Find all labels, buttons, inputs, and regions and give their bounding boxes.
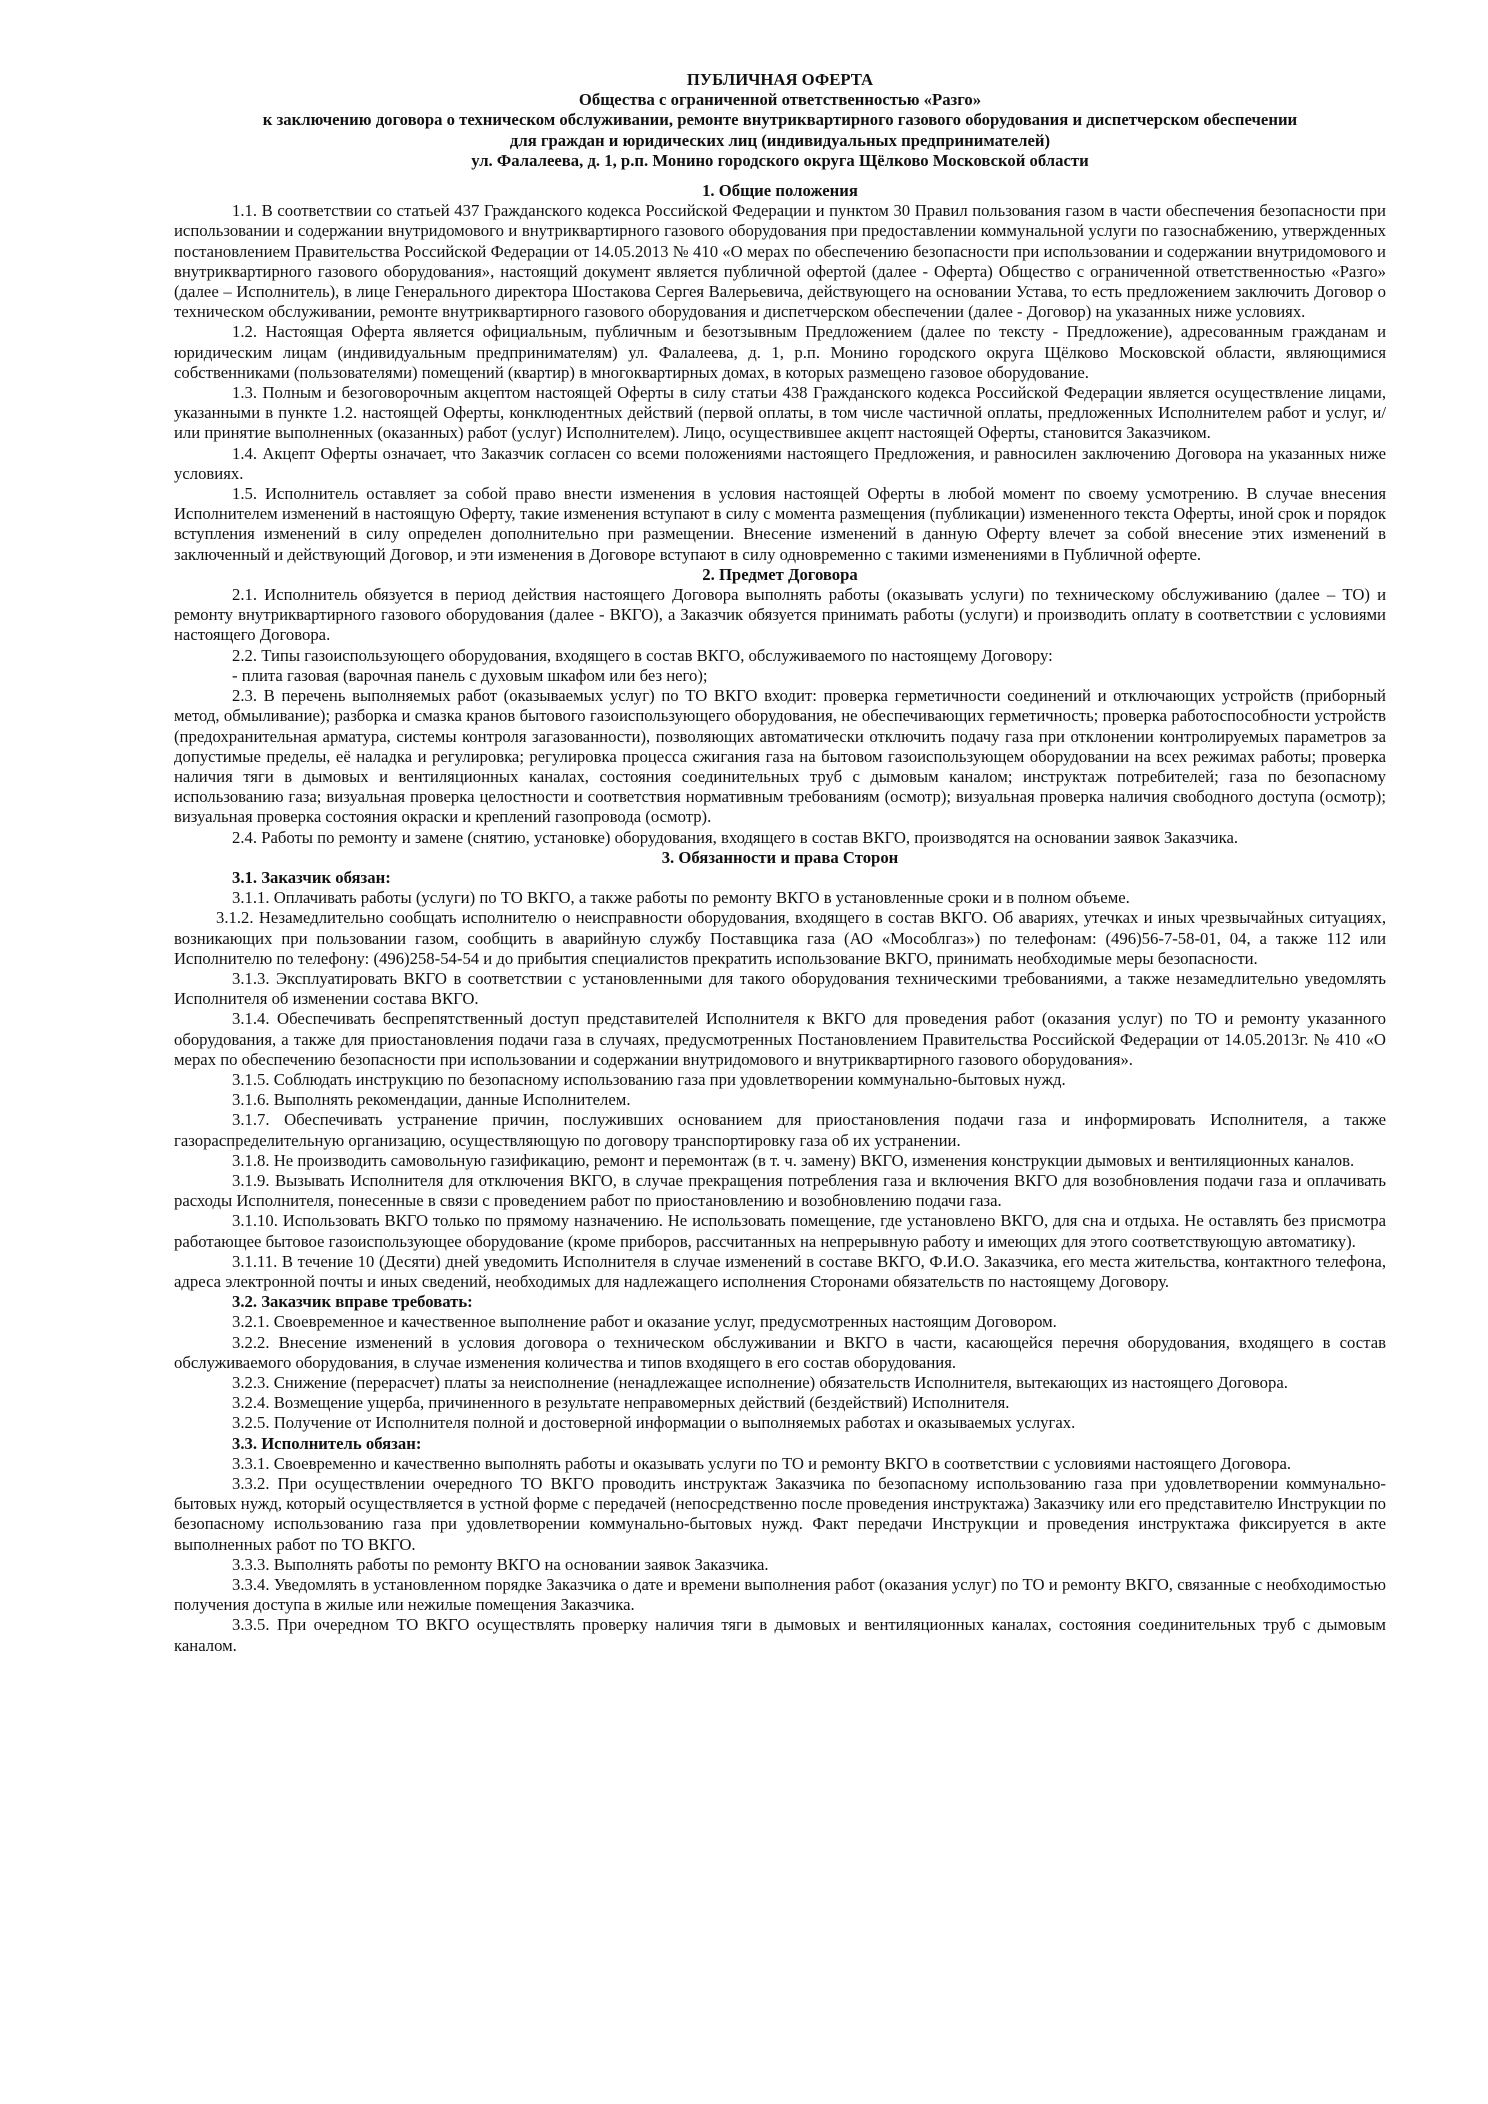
clause-3-1-1: 3.1.1. Оплачивать работы (услуги) по ТО ВКГО, а также работы по ремонту ВКГО в установленные сроки и в полном объеме.	[232, 888, 1130, 908]
clause-1-5: 1.5. Исполнитель оставляет за собой право внести изменения в условия настоящей Оферты в любой момент по своему усмотрению. В случае внесения Исполнителем изменений в настоящую Оферту, такие изменения вступают в силу с момента размещения (публикации) измененного текста Оферты, иной срок и порядок вступления изменений в силу определен дополнительно при размещении. Внесение изменений в данную Оферту влечет за собой внесение этих изменений в заключенный и действующий Договор, и эти изменения в Договоре вступают в силу одновременно с такими изменениями в Публичной оферте.	[174, 484, 1386, 564]
clause-2-2: 2.2. Типы газоиспользующего оборудования, входящего в состав ВКГО, обслуживаемого по настоящему Договору:	[232, 645, 1053, 665]
clause-2-4: 2.4. Работы по ремонту и замене (снятию, установке) оборудования, входящего в состав ВКГО, производятся на основании заявок Заказчика.	[232, 827, 1239, 847]
subsection-3-2-title: 3.2. Заказчик вправе требовать:	[232, 1292, 473, 1312]
clause-3-1-5: 3.1.5. Соблюдать инструкцию по безопасному использованию газа при удовлетворении коммунально-бытовых нужд.	[232, 1069, 1066, 1089]
clause-3-2-3: 3.2.3. Снижение (перерасчет) платы за неисполнение (ненадлежащее исполнение) обязательств Исполнителя, вытекающих из настоящего Договора.	[232, 1373, 1288, 1392]
clause-3-3-5: 3.3.5. При очередном ТО ВКГО осуществлять проверку наличия тяги в дымовых и вентиляционных каналах, состояния соединительных труб с дымовым каналом.	[174, 1615, 1386, 1655]
clause-3-3-2: 3.3.2. При осуществлении очередного ТО ВКГО проводить инструктаж Заказчика по безопасному использованию газа при удовлетворении коммунально-бытовых нужд, который осуществляется в устной форме с передачей (непосредственно после проведения инструктажа) Заказчику или его представителю Инструкции по безопасному использованию газа при удовлетворении коммунально-бытовых нужд. Факт передачи Инструкции и проведения инструктажа фиксируется в акте выполненных работ по ТО ВКГО.	[174, 1474, 1386, 1554]
clause-3-1-10: 3.1.10. Использовать ВКГО только по прямому назначению. Не использовать помещение, где установлено ВКГО, для сна и отдыха. Не оставлять без присмотра работающее бытовое газоиспользующее оборудование (кроме приборов, рассчитанных на непрерывную работу и имеющих для этого соответствующую автоматику).	[174, 1211, 1386, 1251]
clause-2-3: 2.3. В перечень выполняемых работ (оказываемых услуг) по ТО ВКГО входит: проверка герметичности соединений и отключающих устройств (приборный метод, обмыливание); разборка и смазка кранов бытового газоиспользующего оборудования, не обеспечивающих герметичность; проверка работоспособности устройств (предохранительная арматура, системы контроля загазованности), позволяющих автоматически отключить подачу газа при отклонении контролируемых параметров за допустимые пределы, её наладка и регулировка; регулировка процесса сжигания газа на бытовом газоиспользующем оборудовании на всех режимах работы; проверка наличия тяги в дымовых и вентиляционных каналах, состояния соединительных труб с дымовым каналом; инструктаж потребителей; газа по безопасному использованию газа; визуальная проверка целостности и соответствия нормативным требованиям (осмотр); визуальная проверка наличия свободного доступа (осмотр); визуальная проверка состояния окраски и креплений газопровода (осмотр).	[174, 686, 1386, 827]
clause-3-1-7: 3.1.7. Обеспечивать устранение причин, послуживших основанием для приостановления подачи газа и информировать Исполнителя, а также газораспределительную организацию, осуществляющую по договору транспортировку газа об их устранении.	[174, 1110, 1386, 1150]
clause-2-2-item: - плита газовая (варочная панель с духовым шкафом или без него);	[232, 665, 708, 685]
clause-1-4: 1.4. Акцепт Оферты означает, что Заказчик согласен со всеми положениями настоящего Предложения, и равносилен заключению Договора на указанных ниже условиях.	[174, 443, 1386, 483]
clause-3-2-2: 3.2.2. Внесение изменений в условия договора о техническом обслуживании и ВКГО в части, касающейся перечня оборудования, входящего в состав обслуживаемого оборудования, в случае изменения количества и типов входящего в его состав оборудования.	[174, 1332, 1386, 1372]
clause-3-1-3: 3.1.3. Эксплуатировать ВКГО в соответствии с установленными для такого оборудования техническими требованиями, а также незамедлительно уведомлять Исполнителя об изменении состава ВКГО.	[174, 968, 1386, 1009]
address-line: ул. Фалалеева, д. 1, р.п. Монино городского округа Щёлково Московской области	[471, 150, 1089, 170]
audience-line: для граждан и юридических лиц (индивидуальных предпринимателей)	[509, 130, 1051, 150]
clause-2-1: 2.1. Исполнитель обязуется в период действия настоящего Договора выполнять работы (оказывать услуги) по техническому обслуживанию (далее – ТО) и ремонту внутриквартирного газового оборудования (далее - ВКГО), а Заказчик обязуется принимать работы (услуги) и производить оплату в соответствии с условиями настоящего Договора.	[174, 585, 1386, 645]
clause-3-1-11: 3.1.11. В течение 10 (Десяти) дней уведомить Исполнителя в случае изменений в составе ВКГО, Ф.И.О. Заказчика, его места жительства, контактного телефона, адреса электронной почты и иных сведений, необходимых для надлежащего исполнения Сторонами обязательств по настоящему Договору.	[174, 1251, 1386, 1291]
clause-3-1-6: 3.1.6. Выполнять рекомендации, данные Исполнителем.	[232, 1090, 631, 1110]
clause-3-1-4: 3.1.4. Обеспечивать беспрепятственный доступ представителей Исполнителя к ВКГО для проведения работ (оказания услуг) по ТО и ремонту указанного оборудования, а также для приостановления подачи газа в случаях, предусмотренных Постановлением Правительства Российской Федерации от 14.05.2013г. № 410 «О мерах по обеспечению безопасности при использовании и содержании внутридомового и внутриквартирного газового оборудования».	[174, 1009, 1386, 1069]
document-title: ПУБЛИЧНАЯ ОФЕРТА	[686, 70, 874, 89]
clause-3-3-4: 3.3.4. Уведомлять в установленном порядке Заказчика о дате и времени выполнения работ (оказания услуг) по ТО и ремонту ВКГО, связанные с необходимостью получения доступа в жилые или нежилые помещения Заказчика.	[174, 1575, 1386, 1615]
clause-3-3-3: 3.3.3. Выполнять работы по ремонту ВКГО на основании заявок Заказчика.	[232, 1554, 769, 1574]
clause-3-2-4: 3.2.4. Возмещение ущерба, причиненного в результате неправомерных действий (бездействий) Исполнителя.	[232, 1393, 1010, 1413]
clause-3-1-9: 3.1.9. Вызывать Исполнителя для отключения ВКГО, в случае прекращения потребления газа и включения ВКГО для возобновления подачи газа и оплачивать расходы Исполнителя, понесенные в связи с проведением работ по приостановлению и возобновлению подачи газа.	[174, 1170, 1386, 1211]
subject-line: к заключению договора о техническом обслуживании, ремонте внутриквартирного газового оборудования и диспетчерском обеспечении	[262, 110, 1298, 130]
clause-1-1: 1.1. В соответствии со статьей 437 Гражданского кодекса Российской Федерации и пунктом 30 Правил пользования газом в части обеспечения безопасности при использовании и содержании внутридомового и внутриквартирного газового оборудования при предоставлении коммунальной услуги по газоснабжению, утвержденных постановлением Правительства Российской Федерации от 14.05.2013 № 410 «О мерах по обеспечению безопасности при использовании и содержании внутридомового и внутриквартирного газового оборудования», настоящий документ является публичной офертой (далее - Оферта) Общество с ограниченной ответственностью «Разго» (далее – Исполнитель), в лице Генерального директора Шостакова Сергея Валерьевича, действующего на основании Устава, то есть предложением заключить Договор о техническом обслуживании, ремонте внутриквартирного газового оборудования и диспетчерском обеспечении (далее - Договор) на указанных ниже условиях.	[174, 201, 1386, 322]
clause-3-3-1: 3.3.1. Своевременно и качественно выполнять работы и оказывать услуги по ТО и ремонту ВКГО в соответствии с условиями настоящего Договора.	[232, 1453, 1292, 1473]
subsection-3-1-title: 3.1. Заказчик обязан:	[232, 867, 391, 887]
section-1-title: 1. Общие положения	[702, 181, 858, 201]
company-line: Общества с ограниченной ответственностью «Разго»	[578, 90, 982, 110]
section-3-title: 3. Обязанности и права Сторон	[661, 847, 899, 867]
clause-1-2: 1.2. Настоящая Оферта является официальным, публичным и безотзывным Предложением (далее по тексту - Предложение), адресованным гражданам и юридическим лицам (индивидуальным предпринимателям) ул. Фалалеева, д. 1, р.п. Монино городского округа Щёлково Московской области, являющимися собственниками (пользователями) помещений (квартир) в многоквартирных домах, в которых размещено газовое оборудование.	[174, 322, 1386, 382]
clause-3-2-1: 3.2.1. Своевременное и качественное выполнение работ и оказание услуг, предусмотренных настоящим Договором.	[232, 1312, 1057, 1332]
offer-document	[174, 70, 1386, 1656]
clause-1-3: 1.3. Полным и безоговорочным акцептом настоящей Оферты в силу статьи 438 Гражданского кодекса Российской Федерации является осуществление лицами, указанными в пункте 1.2. настоящей Оферты, конклюдентных действий (первой оплаты, в том числе частичной оплаты, предложенных Исполнителем работ и услуг, и/или принятие выполненных (оказанных) работ (услуг) Исполнителем). Лицо, осуществившее акцепт настоящей Оферты, становится Заказчиком.	[174, 383, 1386, 443]
subsection-3-3-title: 3.3. Исполнитель обязан:	[232, 1433, 422, 1453]
section-2-title: 2. Предмет Договора	[702, 564, 858, 584]
clause-3-2-5: 3.2.5. Получение от Исполнителя полной и достоверной информации о выполняемых работах и оказываемых услугах.	[232, 1413, 1076, 1433]
clause-3-1-8: 3.1.8. Не производить самовольную газификацию, ремонт и перемонтаж (в т. ч. замену) ВКГО, изменения конструкции дымовых и вентиляционных каналов.	[232, 1150, 1355, 1170]
clause-3-1-2: 3.1.2. Незамедлительно сообщать исполнителю о неисправности оборудования, входящего в состав ВКГО. Об авариях, утечках и иных чрезвычайных ситуациях, возникающих при пользовании газом, сообщить в аварийную службу Поставщика газа (АО «Мособлгаз») по телефонам: (496)56-7-58-01, 04, а также 112 или Исполнителю по телефону: (496)258-54-54 и до прибытия специалистов прекратить использование ВКГО, принимать необходимые меры безопасности.	[174, 908, 1386, 968]
